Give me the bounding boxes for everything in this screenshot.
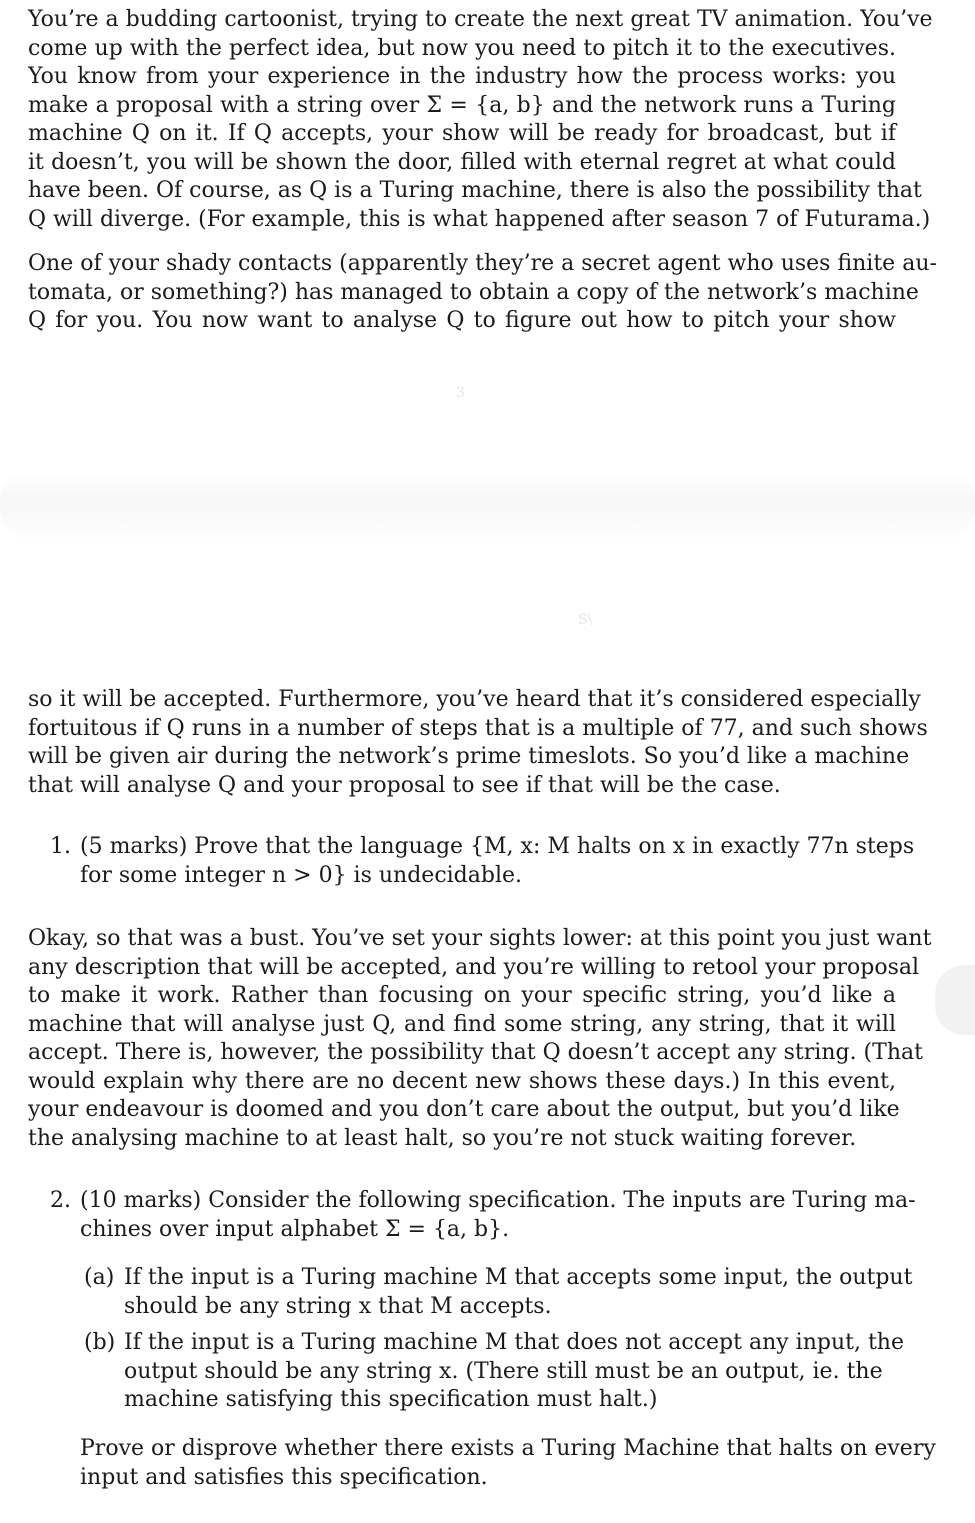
part-label: (b) [84, 1330, 116, 1355]
contacts-line: tomata, or something?) has managed to obtain a copy of the network’s machine [28, 279, 919, 305]
bust-line: accept. There is, however, the possibility that Q doesn’t accept any string. (That [28, 1040, 923, 1065]
question-line: (10 marks) Consider the following specification. The inputs are Turing ma- [80, 1188, 916, 1213]
part-line: output should be any string x. (There still must be an output, ie. the [124, 1358, 883, 1384]
ghost-mark: S\ [578, 612, 593, 628]
bust-line: any description that will be accepted, and you’re willing to retool your proposal [28, 954, 920, 980]
bust-line: machine that will analyse just Q, and find some string, any string, that it will [28, 1011, 896, 1037]
question-line: chines over input alphabet Σ = {a, b}. [80, 1216, 510, 1242]
question-2-closing [80, 1435, 936, 1492]
question-line: (5 marks) Prove that the language {M, x: M halts on x in exactly 77n steps [80, 834, 915, 859]
intro-line: have been. Of course, as Q is a Turing machine, there is also the possibility that [28, 178, 922, 203]
part-line: If the input is a Turing machine M that does not accept any input, the [124, 1330, 904, 1355]
continuation-line: that will analyse Q and your proposal to see if that will be the case. [28, 772, 781, 798]
ghost-mark: 3 [456, 385, 465, 401]
bust-line: to make it work. Rather than focusing on your specific string, you’d like a [28, 983, 896, 1008]
intro-line: it doesn’t, you will be shown the door, filled with eternal regret at what could [28, 149, 896, 175]
intro-line: You know from your experience in the industry how the process works: you [28, 64, 896, 89]
part-line: machine satisfying this specification must halt.) [124, 1387, 658, 1412]
continuation-line: fortuitous if Q runs in a number of steps that is a multiple of 77, and such shows [28, 715, 928, 741]
closing-line: Prove or disprove whether there exists a Turing Machine that halts on every [80, 1436, 936, 1461]
contacts-line: Q for you. You now want to analyse Q to figure out how to pitch your show [28, 308, 896, 333]
continuation-paragraph [28, 686, 928, 800]
contacts-line: One of your shady contacts (apparently they’re a secret agent who uses finite au- [28, 251, 937, 276]
scan-smudge [0, 470, 975, 540]
intro-line: machine Q on it. If Q accepts, your show will be ready for broadcast, but if [28, 121, 896, 146]
bust-line: your endeavour is doomed and you don’t care about the output, but you’d like [28, 1097, 900, 1122]
intro-line: You’re a budding cartoonist, trying to create the next great TV animation. You’ve [28, 7, 933, 32]
part-label: (a) [84, 1265, 115, 1290]
intro-line: make a proposal with a string over Σ = {a, b} and the network runs a Turing [28, 92, 896, 118]
continuation-line: will be given air during the network’s prime timeslots. So you’d like a machine [28, 744, 910, 769]
bust-line: the analysing machine to at least halt, so you’re not stuck waiting forever. [28, 1125, 857, 1151]
bust-paragraph [28, 925, 932, 1153]
scan-edge-shadow [935, 965, 975, 1035]
intro-line: come up with the perfect idea, but now you need to pitch it to the executives. [28, 35, 896, 61]
intro-paragraph [28, 6, 933, 234]
part-line: If the input is a Turing machine M that accepts some input, the output [124, 1265, 913, 1290]
bust-line: Okay, so that was a bust. You’ve set your sights lower: at this point you just want [28, 926, 932, 951]
intro-line: Q will diverge. (For example, this is what happened after season 7 of Futurama.) [28, 206, 931, 232]
continuation-line: so it will be accepted. Furthermore, you’ve heard that it’s considered especially [28, 687, 921, 712]
question-line: for some integer n > 0} is undecidable. [80, 862, 523, 888]
bust-line: would explain why there are no decent new shows these days.) In this event, [28, 1068, 896, 1094]
contacts-paragraph [28, 250, 937, 336]
question-number: 2. [50, 1188, 71, 1213]
question-number: 1. [50, 834, 71, 859]
part-line: should be any string x that M accepts. [124, 1293, 552, 1319]
closing-line: input and satisfies this specification. [80, 1464, 488, 1490]
